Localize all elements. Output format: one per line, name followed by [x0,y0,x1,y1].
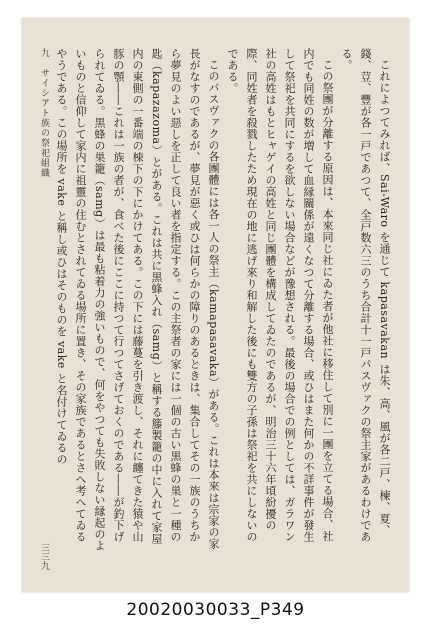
book-page [22,18,409,592]
body-text [38,48,394,553]
archive-id-caption: 20020030033_P349 [126,600,305,620]
paragraph-3: このパスヴァクの各團體には各一人の祭主（kamapasavaka）がある。これは本來は宗家の家長がなすのであるが、夢見が惡く或ひは何らかの障りのあるときは、集合してその一族のうちから夢見のよい惡しを正して良い者を指定する。この主祭者の家には一個の古い黒蜂の巣と一種の匙（kapazazoma）とがある。これは共に黒蜂入れ（samg）と稱する籐製籠の中に入れて家屋内の東側の一番端の棟下の下にかけてある。この下には藤蔓を引き渡し、それに纏てきた猿や山豚の顎――これは一族の者が、食べた後にここに持つて行つてさげておくのである――が釣下げられてゐる。黒蜂の巣籠（samg）は最も粘着力の強いもので、何をやつても失敗しない縁起のよいものと信仰して家内に祖靈の住むとされてゐる場所に置き、その家族であるとさへ考へてゐるやうである。この場所を vake と稱し或ひはそのものを vake と名付けてゐるの [55,48,220,552]
paragraph-2: この祭團が分離する原因は、本來同じ社にゐた者が他社に移住して別に一團を立てる場合、社内でも同姓の数が増して血縁關係が遠くなつて分離する場合、或ひはまた何かの不詳事件が發生して祭祀を共同にするを欲しない場合などが豫想される。最後の場合での例としては、ガラワン社の高姓はもとヒャゲイの高姓と同じ團體を構成してゐたのであるが、明治三十六年頃紛擾の際、同姓者を殺戮したため現在の地に逃げ來り和解した後にも雙方の子孫は祭祀を共にしないのである。 [226,48,334,543]
page-number: 三三九 [39,543,49,570]
paragraph-1: これによつてみれば、Sai-Waro を通じて kapasavakan は朱、高、風が各二戸、楝、夏、錢、荳、豐が各一戸であつて、全戸数六三のうち合計十一戸パスヴァクの祭主家があるわけである。 [340,48,391,543]
running-header: 九 サイシアト族の祭祀組織 [39,48,49,178]
